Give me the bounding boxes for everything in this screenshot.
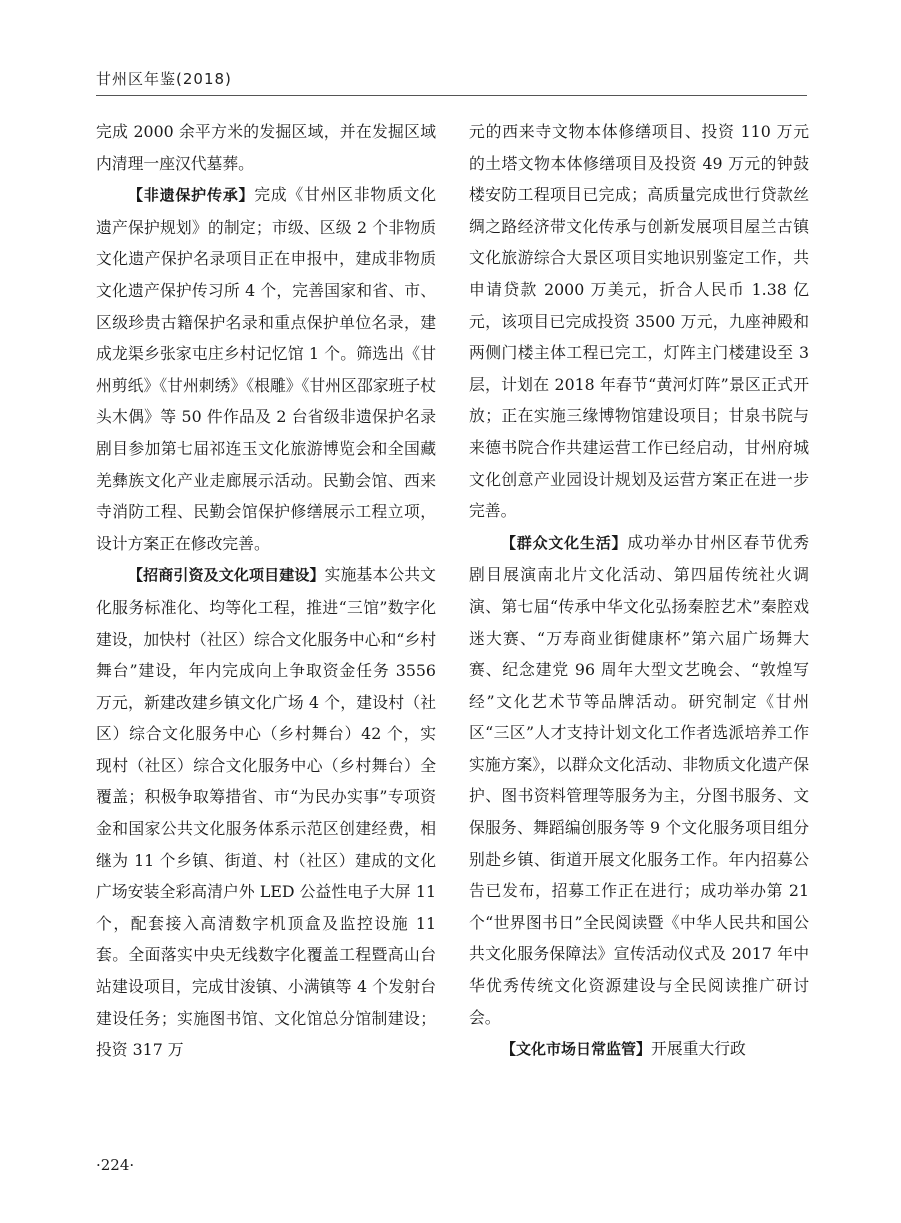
section-heading: 【非遗保护传承】 (128, 186, 255, 205)
paragraph-text: 完成《甘州区非物质文化遗产保护规划》的制定；市级、区级 2 个非物质文化遗产保护名录项目正在申报中，建成非物质文化遗产保护传习所 4 个，完善国家和省、市、区级珍贵古籍保护名录和重点保护单位名录，建成龙渠乡张家屯庄乡村记忆馆 1 个。筛选出《甘州剪纸》《甘州刺绣》《根雕》《甘州区邵家班子杖头木偶》等 50 件作品及 2 台省级非遗保护名录剧目参加第七届祁连玉文化旅游博览会和全国藏羌彝族文化产业走廊展示活动。民勤会馆、西来寺消防工程、民勤会馆保护修缮展示工程立项，设计方案正在修改完善。 (96, 185, 436, 553)
right-column (469, 116, 809, 1066)
paragraph (469, 527, 809, 1034)
section-heading: 【招商引资及文化项目建设】 (128, 566, 325, 585)
paragraph-text: 完成 2000 余平方米的发掘区域，并在发掘区域内清理一座汉代墓葬。 (96, 122, 436, 173)
running-header: 甘州区年鉴(2018) (96, 70, 232, 88)
paragraph (96, 179, 436, 559)
paragraph (96, 116, 436, 179)
paragraph-text: 实施基本公共文化服务标准化、均等化工程，推进“三馆”数字化建设，加快村（社区）综合文化服务中心和“乡村舞台”建设，年内完成向上争取资金任务 3556 万元，新建改建乡镇文化广场 4 个，建设村（社区）综合文化服务中心（乡村舞台）42 个，实现村（社区）综合文化服务中心（乡村舞台）全覆盖；积极争取筹措省、市“为民办实事”专项资金和国家公共文化服务体系示范区创建经费，相继为 11 个乡镇、街道、村（社区）建成的文化广场安装全彩高清户外 LED 公益性电子大屏 11 个，配套接入高清数字机顶盒及监控设施 11 套。全面落实中央无线数字化覆盖工程暨高山台站建设项目，完成甘浚镇、小满镇等 4 个发射台建设任务；实施图书馆、文化馆总分馆制建设；投资 317 万 (96, 565, 436, 1060)
paragraph-text: 元的西来寺文物本体修缮项目、投资 110 万元的土塔文物本体修缮项目及投资 49 万元的钟鼓楼安防工程项目已完成；高质量完成世行贷款丝绸之路经济带文化传承与创新发展项目屋兰古镇文化旅游综合大景区项目实地识别鉴定工作，共申请贷款 2000 万美元，折合人民币 1.38 亿元，该项目已完成投资 3500 万元，九座神殿和两侧门楼主体工程已完工，灯阵主门楼建设至 3 层，计划在 2018 年春节“黄河灯阵”景区正式开放；正在实施三缘博物馆建设项目；甘泉书院与来德书院合作共建运营工作已经启动，甘州府城文化创意产业园设计规划及运营方案正在进一步完善。 (469, 122, 809, 521)
paragraph (469, 116, 809, 527)
paragraph (96, 559, 436, 1066)
section-heading: 【群众文化生活】 (501, 533, 628, 552)
paragraph (469, 1033, 809, 1066)
paragraph-text: 成功举办甘州区春节优秀剧目展演南北片文化活动、第四届传统社火调演、第七届“传承中华文化弘扬秦腔艺术”秦腔戏迷大赛、“万寿商业街健康杯”第六届广场舞大赛、纪念建党 96 周年大型文艺晚会、“敦煌写经”文化艺术节等品牌活动。研究制定《甘州区“三区”人才支持计划文化工作者选派培养工作实施方案》，以群众文化活动、非物质文化遗产保护、图书资料管理等服务为主，分图书服务、文保服务、舞蹈编创服务等 9 个文化服务项目组分别赴乡镇、街道开展文化服务工作。年内招募公告已发布，招募工作正在进行；成功举办第 21 个“世界图书日”全民阅读暨《中华人民共和国公共文化服务保障法》宣传活动仪式及 2017 年中华优秀传统文化资源建设与全民阅读推广研讨会。 (469, 532, 809, 1027)
header-rule (96, 95, 807, 96)
page-number: ·224· (96, 1156, 135, 1174)
section-heading: 【文化市场日常监管】 (501, 1040, 652, 1059)
paragraph-text: 开展重大行政 (651, 1039, 746, 1059)
left-column (96, 116, 436, 1066)
